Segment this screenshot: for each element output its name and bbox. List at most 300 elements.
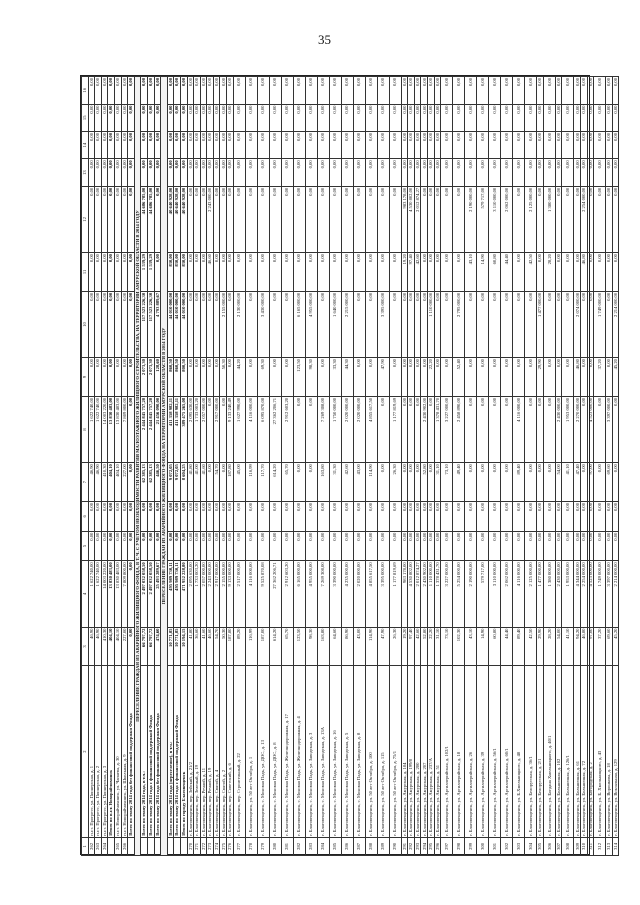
value-cell: 0,00 — [220, 253, 227, 292]
value-cell: 0,00 — [453, 159, 465, 186]
value-cell: 3 397 000,00 — [606, 561, 613, 627]
value-cell: 21 456 090,00 — [154, 396, 161, 462]
value-cell: 1 627 990,00 — [233, 396, 245, 462]
address-cell: п.г.т. Прогресс, ул. Пионерская, д. 1 — [88, 666, 95, 837]
table-row — [114, 77, 121, 856]
value-cell: 33,30 — [329, 358, 341, 397]
value-cell: 31,30 — [329, 463, 341, 502]
value-cell: 0,00 — [220, 396, 227, 462]
value-cell: 0,00 — [114, 186, 121, 252]
value-cell: 0,00 — [428, 396, 435, 462]
value-cell: 7 809 800,00 — [121, 396, 128, 462]
value-cell: 0,00 — [353, 253, 365, 292]
value-cell: 0,00 — [245, 159, 257, 186]
row-number-cell: 262 — [88, 837, 95, 855]
value-cell: 62 385,13 — [141, 463, 148, 502]
column-number: 11 — [82, 253, 89, 292]
value-cell: 0,00 — [180, 104, 187, 131]
value-cell: 389 475 265,08 — [180, 396, 187, 462]
value-cell: 0,00 — [233, 104, 245, 131]
row-number-cell: 305 — [537, 837, 544, 855]
value-cell: 0,00 — [574, 186, 581, 252]
address-cell: г. Благовещенск, пер. Советский, д. 6 — [227, 666, 234, 837]
value-cell: 31,10 — [434, 627, 441, 666]
row-number-cell: 308 — [562, 837, 574, 855]
value-cell: 0,00 — [187, 77, 194, 105]
row-number-cell: 307 — [555, 837, 562, 855]
value-cell: 0,00 — [365, 291, 377, 357]
value-cell: 0,00 — [213, 253, 220, 292]
value-cell: 0,00 — [365, 501, 377, 531]
value-cell: 4 116 000,00 — [245, 561, 257, 627]
value-cell: 0,00 — [245, 253, 257, 292]
value-cell: 0,00 — [401, 159, 408, 186]
value-cell: 0,00 — [428, 131, 435, 158]
value-cell: 42,60 — [341, 463, 353, 502]
value-cell: 0,00 — [220, 159, 227, 186]
value-cell: 0,00 — [587, 531, 594, 561]
value-cell: 0,00 — [95, 253, 102, 292]
value-cell: 0,00 — [227, 291, 234, 357]
table-row — [453, 77, 465, 856]
value-cell: 983 178,00 — [401, 561, 408, 627]
value-cell: 0,00 — [365, 159, 377, 186]
value-cell: 0,00 — [441, 358, 453, 397]
value-cell: 0,00 — [365, 77, 377, 105]
row-number-cell: 310 — [581, 837, 588, 855]
column-number: 8 — [82, 396, 89, 462]
value-cell: 0,00 — [555, 159, 562, 186]
value-cell: 0,00 — [114, 77, 121, 105]
value-cell: 0,00 — [441, 159, 453, 186]
value-cell: 13 830 483,00 — [108, 561, 115, 627]
row-number-cell: 303 — [513, 837, 525, 855]
value-cell: 0,00 — [317, 104, 329, 131]
value-cell: 19,20 — [401, 627, 408, 666]
table-row — [281, 77, 293, 856]
value-cell: 46,80 — [574, 358, 581, 397]
value-cell: 86,90 — [341, 627, 353, 666]
total-row — [174, 77, 181, 856]
address-cell: г. Благовещенск, ул. Артиллерийская, д. 18 — [453, 666, 465, 837]
value-cell: 0,00 — [587, 186, 594, 252]
value-cell: 0,00 — [245, 77, 257, 105]
value-cell: 0,00 — [305, 253, 317, 292]
value-cell: 0,00 — [513, 253, 525, 292]
value-cell: 0,00 — [453, 131, 465, 158]
value-cell: 0,00 — [187, 291, 194, 357]
value-cell: 0,00 — [401, 104, 408, 131]
value-cell: 0,00 — [421, 358, 428, 397]
value-cell: 0,00 — [489, 463, 501, 502]
value-cell: 44 686 785,00 — [147, 186, 154, 252]
value-cell: 0,00 — [317, 186, 329, 252]
value-cell: 0,00 — [543, 291, 555, 357]
value-cell: 0,00 — [233, 131, 245, 158]
value-cell: 0,00 — [377, 253, 389, 292]
table-row — [465, 77, 477, 856]
value-cell: 1 622 740,00 — [95, 561, 102, 627]
total-row — [154, 77, 161, 856]
value-cell: 0,00 — [537, 463, 544, 502]
address-cell: г. Благовещенск, пер. Святой, д. 2 — [220, 666, 227, 837]
value-cell: 0,00 — [341, 253, 353, 292]
value-cell: 0,00 — [114, 131, 121, 158]
row-number-cell: 312 — [594, 837, 606, 855]
value-cell: 0,00 — [513, 186, 525, 252]
value-cell: 0,00 — [543, 531, 555, 561]
value-cell: 46,90 — [88, 463, 95, 502]
row-number-cell: 272 — [200, 837, 207, 855]
value-cell: 52,80 — [421, 463, 428, 502]
section-title-row — [161, 77, 168, 856]
address-cell: г. Благовещенск, ул. Амурская, д. 200 — [414, 666, 421, 837]
value-cell: 0,00 — [465, 358, 477, 397]
value-cell: 0,00 — [128, 463, 135, 502]
value-cell: 0,00 — [513, 159, 525, 186]
value-cell: 0,00 — [154, 104, 161, 131]
value-cell: 2 020 000,00 — [341, 396, 353, 462]
value-cell: 0,00 — [245, 531, 257, 561]
value-cell: 10 194,15 — [180, 627, 187, 666]
value-cell: 0,00 — [581, 463, 588, 502]
value-cell: 0,00 — [421, 131, 428, 158]
value-cell: 42,60 — [414, 627, 421, 666]
value-cell: 0,00 — [434, 159, 441, 186]
value-cell: 0,00 — [329, 159, 341, 186]
value-cell: 0,00 — [434, 291, 441, 357]
value-cell: 0,00 — [269, 253, 281, 292]
value-cell: 2 095 630,00 — [187, 561, 194, 627]
value-cell: 0,00 — [581, 501, 588, 531]
value-cell: 0,00 — [95, 531, 102, 561]
value-cell: 42,50 — [525, 253, 537, 292]
value-cell: 0,00 — [594, 253, 606, 292]
address-cell: Всего по этапу 2014 года без финансовой поддержки Фонда — [128, 666, 135, 837]
value-cell: 0,00 — [293, 396, 305, 462]
value-cell: 0,00 — [200, 501, 207, 531]
column-number: 12 — [82, 186, 89, 252]
address-cell: г. Благовещенск, с. Моховая Падь, ул. Заводская, д. 5 — [341, 666, 353, 837]
row-number-cell: 292 — [408, 837, 415, 855]
value-cell: 0,00 — [147, 531, 154, 561]
table-row — [489, 77, 501, 856]
value-cell: 0,00 — [543, 463, 555, 502]
value-cell: 73,10 — [441, 463, 453, 502]
value-cell: 0,00 — [207, 131, 214, 158]
value-cell: 0,00 — [408, 531, 415, 561]
value-cell: 0,00 — [525, 463, 537, 502]
value-cell: 0,00 — [293, 501, 305, 531]
value-cell: 0,00 — [180, 531, 187, 561]
value-cell: 0,00 — [114, 291, 121, 357]
value-cell: 116,99 — [245, 627, 257, 666]
row-number-cell: 273 — [207, 837, 214, 855]
value-cell: 0,00 — [128, 104, 135, 131]
value-cell: 0,00 — [121, 253, 128, 292]
value-cell: 0,00 — [612, 531, 619, 561]
value-cell: 0,00 — [220, 501, 227, 531]
value-cell: 0,00 — [293, 131, 305, 158]
value-cell: 0,00 — [377, 159, 389, 186]
value-cell: 0,00 — [257, 501, 269, 531]
value-cell: 0,00 — [562, 253, 574, 292]
value-cell: 0,00 — [401, 77, 408, 105]
value-cell: 0,00 — [587, 131, 594, 158]
value-cell: 0,00 — [174, 77, 181, 105]
value-cell: 0,00 — [408, 358, 415, 397]
value-cell: 0,00 — [537, 396, 544, 462]
value-cell: 52,40 — [453, 358, 465, 397]
value-cell: 0,00 — [513, 131, 525, 158]
value-cell: 0,00 — [408, 291, 415, 357]
value-cell: 0,00 — [147, 131, 154, 158]
value-cell: 0,00 — [477, 77, 489, 105]
value-cell: 0,00 — [101, 104, 108, 131]
value-cell: 43,10 — [465, 627, 477, 666]
value-cell: 0,00 — [147, 77, 154, 105]
value-cell: 0,00 — [465, 291, 477, 357]
value-cell: 227,00 — [121, 463, 128, 502]
value-cell: 0,00 — [213, 104, 220, 131]
value-cell: 2 057 000,00 — [200, 561, 207, 627]
value-cell: 0,00 — [167, 159, 174, 186]
value-cell: 0,00 — [453, 104, 465, 131]
table-row — [555, 77, 562, 856]
value-cell: 0,00 — [329, 501, 341, 531]
value-cell: 0,00 — [525, 291, 537, 357]
value-cell: 0,00 — [594, 104, 606, 131]
value-cell: 0,00 — [513, 291, 525, 357]
value-cell: 0,00 — [401, 463, 408, 502]
row-number-cell: 277 — [233, 837, 245, 855]
value-cell: 2 125 000,00 — [525, 186, 537, 252]
value-cell: 0,00 — [581, 159, 588, 186]
value-cell: 2 912 603,20 — [281, 561, 293, 627]
value-cell: 0,00 — [341, 77, 353, 105]
value-cell: 0,00 — [587, 159, 594, 186]
value-cell: 0,00 — [543, 77, 555, 105]
value-cell: 0,00 — [353, 501, 365, 531]
table-row — [389, 77, 401, 856]
value-cell: 2 444 845 757,20 — [147, 396, 154, 462]
value-cell: 0,00 — [128, 186, 135, 252]
value-cell: 0,00 — [108, 131, 115, 158]
value-cell: 0,00 — [574, 501, 581, 531]
value-cell: 0,00 — [594, 186, 606, 252]
value-cell: 40 640 928,00 — [174, 186, 181, 252]
value-cell: 0,00 — [305, 77, 317, 105]
value-cell: 1 733 003,20 — [194, 396, 201, 462]
value-cell: 0,00 — [174, 531, 181, 561]
value-cell: 1 539,29 — [141, 253, 148, 292]
value-cell: 0,00 — [513, 501, 525, 531]
value-cell: 0,00 — [501, 358, 513, 397]
table-row — [587, 77, 594, 856]
value-cell: 0,00 — [200, 253, 207, 292]
value-cell: 0,00 — [101, 186, 108, 252]
value-cell: 0,00 — [453, 77, 465, 105]
value-cell: 0,00 — [317, 253, 329, 292]
value-cell: 0,00 — [101, 291, 108, 357]
value-cell: 0,00 — [365, 358, 377, 397]
value-cell: 0,00 — [581, 531, 588, 561]
value-cell: 0,00 — [537, 531, 544, 561]
value-cell: 860,50 — [174, 358, 181, 397]
row-number-cell: 283 — [305, 837, 317, 855]
value-cell: 0,00 — [141, 104, 148, 131]
value-cell: 29,90 — [537, 627, 544, 666]
value-cell: 0,00 — [501, 131, 513, 158]
value-cell: 0,00 — [141, 531, 148, 561]
value-cell: 0,00 — [434, 531, 441, 561]
value-cell: 64,60 — [329, 627, 341, 666]
value-cell: 0,00 — [200, 291, 207, 357]
value-cell: 0,00 — [365, 186, 377, 252]
address-cell: г. Благовещенск, пер. Святой, д. 4 — [213, 666, 220, 837]
value-cell: 0,00 — [543, 131, 555, 158]
value-cell: 0,00 — [414, 531, 421, 561]
value-cell: 62 385,13 — [147, 463, 154, 502]
value-cell: 4 855 617,50 — [365, 561, 377, 627]
value-cell: 0,00 — [128, 396, 135, 462]
value-cell: 2 517 000,00 — [233, 561, 245, 627]
value-cell: 0,00 — [606, 77, 613, 105]
table-row — [501, 77, 513, 856]
value-cell: 0,00 — [428, 531, 435, 561]
address-cell: г. Благовещенск, ул. Артиллерийская, д. 39 — [477, 666, 489, 837]
value-cell: 0,00 — [562, 131, 574, 158]
value-cell: 0,00 — [305, 186, 317, 252]
value-cell: 0,00 — [377, 77, 389, 105]
address-cell: г. Благовещенск, ул. Вокзальная, д. 129 — [612, 666, 619, 837]
value-cell: 0,00 — [428, 77, 435, 105]
value-cell: 0,00 — [329, 186, 341, 252]
value-cell: 0,00 — [441, 131, 453, 158]
table-row — [200, 77, 207, 856]
value-cell: 0,00 — [128, 77, 135, 105]
value-cell: 0,00 — [477, 531, 489, 561]
row-number-cell: 280 — [269, 837, 281, 855]
value-cell: 0,00 — [594, 501, 606, 531]
value-cell: 0,00 — [353, 77, 365, 105]
value-cell: 0,00 — [187, 501, 194, 531]
value-cell: 0,00 — [555, 131, 562, 158]
value-cell: 47,90 — [377, 627, 389, 666]
value-cell: 0,00 — [414, 358, 421, 397]
column-number: 15 — [82, 104, 89, 131]
value-cell: 0,00 — [114, 159, 121, 186]
value-cell: 0,00 — [465, 159, 477, 186]
value-cell: 69,30 — [257, 358, 269, 397]
value-cell: 9 072,05 — [174, 463, 181, 502]
value-cell: 0,00 — [154, 253, 161, 292]
value-cell: 1 177 819,69 — [389, 561, 401, 627]
value-cell: 0,00 — [489, 396, 501, 462]
value-cell: 42,50 — [525, 627, 537, 666]
value-cell: 6 095 870,08 — [257, 396, 269, 462]
value-cell: 4 116 000,00 — [513, 396, 525, 462]
value-cell: 2 095 630,00 — [187, 396, 194, 462]
address-cell: Всего по этапу 2014 года с финансовой поддержкой Фонда — [147, 666, 154, 837]
value-cell: 0,00 — [612, 463, 619, 502]
value-cell: 0,00 — [194, 186, 201, 252]
row-number-cell: 288 — [365, 837, 377, 855]
table-row — [187, 77, 194, 856]
value-cell: 13 830 483,00 — [114, 561, 121, 627]
value-cell: 0,00 — [606, 131, 613, 158]
value-cell: 411 358 982,11 — [174, 396, 181, 462]
value-cell: 0,00 — [421, 77, 428, 105]
value-cell: 0,00 — [513, 531, 525, 561]
value-cell: 14,90 — [477, 627, 489, 666]
table-row — [377, 77, 389, 856]
value-cell: 0,00 — [174, 501, 181, 531]
value-cell: 0,00 — [341, 131, 353, 158]
value-cell: 0,00 — [428, 104, 435, 131]
value-cell: 44 010 000,00 — [167, 291, 174, 357]
value-cell: 0,00 — [408, 131, 415, 158]
resettlement-table — [81, 76, 619, 856]
value-cell: 2 795 000,00 — [453, 291, 465, 357]
address-cell: г. Благовещенск, с. Моховая Падь, ул. Заводская, д. 8 — [353, 666, 365, 837]
value-cell: 0,00 — [377, 104, 389, 131]
value-cell: 0,00 — [574, 253, 581, 292]
value-cell: 0,00 — [128, 291, 135, 357]
value-cell: 0,00 — [200, 131, 207, 158]
row-number-cell: 285 — [329, 837, 341, 855]
value-cell: 0,00 — [227, 531, 234, 561]
value-cell: 0,00 — [194, 291, 201, 357]
value-cell: 1 750 000,00 — [329, 396, 341, 462]
value-cell: 0,00 — [441, 291, 453, 357]
value-cell: 123,50 — [293, 358, 305, 397]
value-cell: 0,00 — [477, 358, 489, 397]
address-cell: г. Благовещенск, ул. 50 лет Октября, д. 1 — [245, 666, 257, 837]
column-number: 6 — [82, 501, 89, 531]
address-cell: п.г.т. Прогресс, ул. Пионерская, д. 3 — [101, 666, 108, 837]
value-cell: 0,00 — [453, 531, 465, 561]
table-row — [562, 77, 574, 856]
value-cell: 0,00 — [213, 358, 220, 397]
row-number-cell — [147, 837, 154, 855]
value-cell: 2 430 902,00 — [421, 396, 428, 462]
table-row — [317, 77, 329, 856]
value-cell: 44,30 — [341, 358, 353, 397]
value-cell: 1 622 740,00 — [88, 396, 95, 462]
value-cell: 0,00 — [606, 253, 613, 292]
table-row — [95, 77, 102, 856]
value-cell: 3 430 000,00 — [257, 291, 269, 357]
value-cell: 0,00 — [121, 159, 128, 186]
value-cell: 0,00 — [389, 77, 401, 105]
value-cell: 14 003 220,00 — [101, 396, 108, 462]
table-row — [293, 77, 305, 856]
row-number-cell — [128, 837, 135, 855]
value-cell: 0,00 — [594, 463, 606, 502]
value-cell: 0,00 — [101, 159, 108, 186]
value-cell: 0,00 — [555, 531, 562, 561]
address-cell: г. Благовещенск, ул. 50 лет Октября, д. 75/1 — [389, 666, 401, 837]
value-cell: 2 062 000,00 — [501, 186, 513, 252]
row-number-cell: 266 — [121, 837, 128, 855]
value-cell: 0,00 — [245, 291, 257, 357]
value-cell: 0,00 — [257, 253, 269, 292]
address-cell: г. Благовещенск, ул. Больничная, д. 61 — [574, 666, 581, 837]
value-cell: 2 012 874,27 — [414, 186, 421, 252]
table-row — [341, 77, 353, 856]
column-number: 7 — [82, 463, 89, 502]
